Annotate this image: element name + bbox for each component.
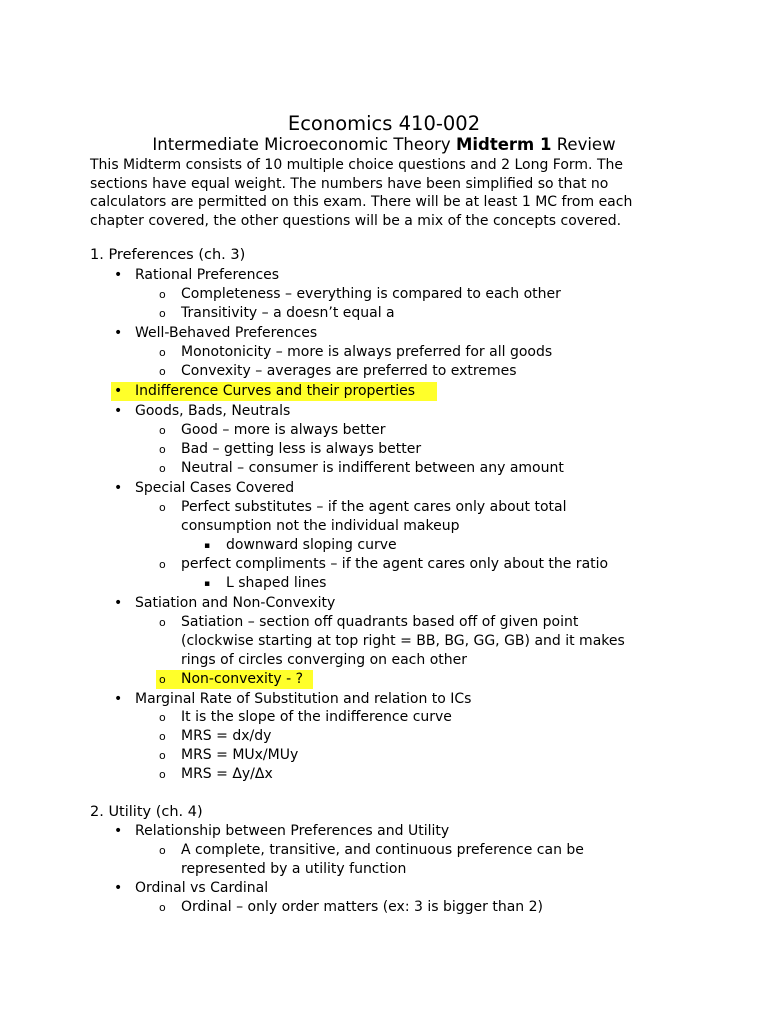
- list-item: Well-Behaved Preferences: [135, 325, 318, 341]
- bullet-marker: •: [114, 480, 123, 496]
- bullet-marker: •: [114, 383, 123, 399]
- bullet-marker: •: [114, 691, 123, 707]
- sub-bullet-marker: o: [159, 730, 166, 743]
- list-item-continuation: represented by a utility function: [181, 861, 407, 877]
- sub-bullet-marker: o: [159, 288, 166, 301]
- subtitle-bold: Midterm 1: [455, 135, 552, 154]
- sub-bullet-marker: o: [159, 558, 166, 571]
- list-item: Perfect substitutes – if the agent cares only about total: [181, 499, 567, 515]
- list-item: A complete, transitive, and continuous preference can be: [181, 842, 584, 858]
- subtitle-post: Review: [551, 135, 616, 154]
- list-item: L shaped lines: [226, 575, 327, 591]
- list-item: Ordinal – only order matters (ex: 3 is bigger than 2): [181, 899, 543, 915]
- sub-bullet-marker: o: [159, 711, 166, 724]
- sub-bullet-marker: o: [159, 365, 166, 378]
- list-item: MRS = MUx/MUy: [181, 747, 299, 763]
- sub-bullet-marker: o: [159, 901, 166, 914]
- list-item: Monotonicity – more is always preferred for all goods: [181, 344, 553, 360]
- list-item: Neutral – consumer is indifferent between any amount: [181, 460, 564, 476]
- list-item: MRS = dx/dy: [181, 728, 272, 744]
- bullet-marker: •: [114, 403, 123, 419]
- document-title: Economics 410-002: [287, 112, 481, 135]
- list-item: Ordinal vs Cardinal: [135, 880, 269, 896]
- list-item: Satiation – section off quadrants based off of given point: [181, 614, 579, 630]
- list-item-highlighted: Indifference Curves and their properties: [135, 383, 416, 399]
- bullet-marker: •: [114, 595, 123, 611]
- intro-paragraph: [90, 156, 690, 230]
- sub-bullet-marker: o: [159, 424, 166, 437]
- list-item: Marginal Rate of Substitution and relation to ICs: [135, 691, 472, 707]
- subtitle-pre: Intermediate Microeconomic Theory: [152, 135, 456, 154]
- list-item: perfect compliments – if the agent cares only about the ratio: [181, 556, 609, 572]
- list-item: downward sloping curve: [226, 537, 397, 553]
- section-heading-utility: 2. Utility (ch. 4): [90, 804, 203, 820]
- intro-line: chapter covered, the other questions will be a mix of the concepts covered.: [90, 212, 622, 229]
- intro-line: calculators are permitted on this exam. There will be at least 1 MC from each: [90, 194, 633, 210]
- list-item-continuation: consumption not the individual makeup: [181, 518, 460, 534]
- intro-line: This Midterm consists of 10 multiple choice questions and 2 Long Form. The: [90, 157, 623, 173]
- sub-bullet-marker: o: [159, 307, 166, 320]
- sub-bullet-marker: o: [159, 768, 166, 781]
- list-item: Bad – getting less is always better: [181, 441, 422, 457]
- list-item: MRS = Δy/Δx: [181, 766, 273, 782]
- list-item-continuation: rings of circles converging on each other: [181, 652, 468, 668]
- bullet-marker: •: [114, 823, 123, 839]
- list-item: It is the slope of the indifference curve: [181, 709, 452, 725]
- list-item: Completeness – everything is compared to each other: [181, 286, 561, 302]
- list-item-highlighted: Non-convexity - ?: [181, 671, 304, 687]
- section-heading-preferences: 1. Preferences (ch. 3): [90, 247, 246, 263]
- bullet-marker: •: [114, 267, 123, 283]
- list-item-continuation: (clockwise starting at top right = BB, BG, GG, GB) and it makes: [181, 633, 625, 649]
- sub-bullet-marker: o: [159, 616, 166, 629]
- sub-bullet-marker: o: [159, 749, 166, 762]
- intro-line: sections have equal weight. The numbers have been simplified so that no: [90, 175, 609, 192]
- list-item: Special Cases Covered: [135, 480, 295, 496]
- list-item: Transitivity – a doesn’t equal a: [181, 305, 395, 321]
- list-item: Rational Preferences: [135, 267, 280, 283]
- sub-bullet-marker: o: [159, 501, 166, 514]
- document-subtitle: [0, 135, 768, 155]
- sub-bullet-marker: o: [159, 673, 166, 686]
- sub-bullet-marker: o: [159, 346, 166, 359]
- sub-bullet-marker: o: [159, 443, 166, 456]
- list-item: Convexity – averages are preferred to extremes: [181, 363, 517, 379]
- list-item: Relationship between Preferences and Utility: [135, 823, 450, 839]
- sub-sub-bullet-marker: ▪: [204, 541, 211, 551]
- sub-sub-bullet-marker: ▪: [204, 579, 211, 589]
- list-item: Satiation and Non-Convexity: [135, 595, 336, 611]
- sub-bullet-marker: o: [159, 844, 166, 857]
- sub-bullet-marker: o: [159, 462, 166, 475]
- bullet-marker: •: [114, 880, 123, 896]
- bullet-marker: •: [114, 325, 123, 341]
- list-item: Goods, Bads, Neutrals: [135, 403, 291, 419]
- list-item: Good – more is always better: [181, 422, 386, 438]
